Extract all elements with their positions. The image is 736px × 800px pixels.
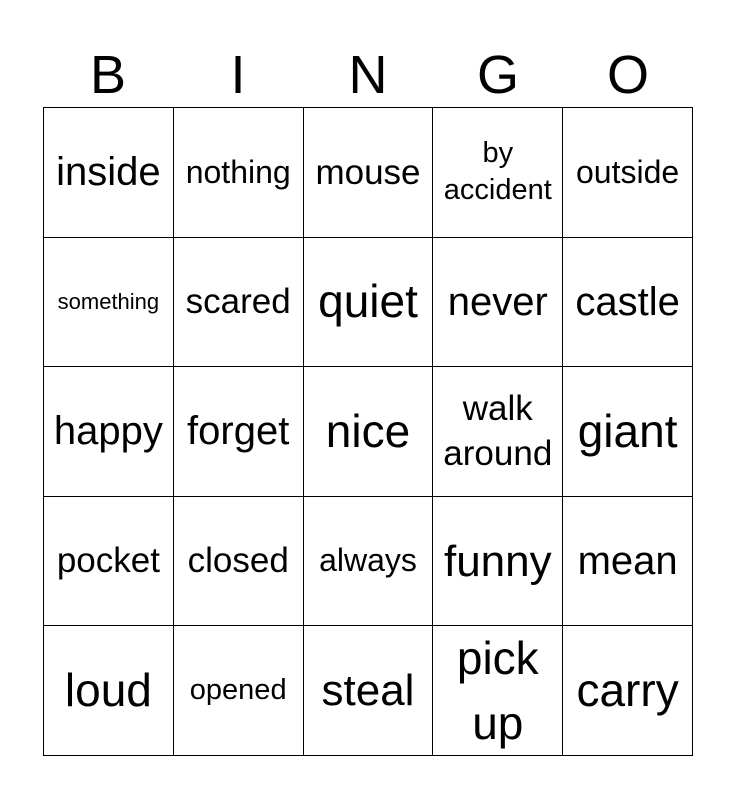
cell-text: quiet bbox=[318, 274, 418, 327]
bingo-cell[interactable] bbox=[563, 367, 693, 497]
bingo-cell[interactable] bbox=[304, 497, 434, 627]
cell-text: steal bbox=[321, 666, 415, 716]
cell-text: always bbox=[319, 542, 417, 579]
bingo-cell[interactable] bbox=[174, 108, 304, 238]
cell-text: closed bbox=[187, 541, 289, 581]
bingo-cell[interactable] bbox=[44, 626, 174, 756]
cell-text: inside bbox=[56, 150, 161, 195]
bingo-cell[interactable] bbox=[44, 238, 174, 368]
bingo-cell[interactable] bbox=[44, 367, 174, 497]
bingo-cell[interactable] bbox=[433, 367, 563, 497]
bingo-cell[interactable] bbox=[44, 497, 174, 627]
cell-text: outside bbox=[576, 153, 680, 190]
cell-text: nothing bbox=[185, 153, 291, 190]
header-letter-n: N bbox=[348, 45, 388, 105]
bingo-cell[interactable] bbox=[433, 497, 563, 627]
cell-text: something bbox=[57, 288, 160, 314]
cell-text: funny bbox=[443, 536, 552, 586]
cell-text: mean bbox=[577, 539, 678, 584]
cell-text: giant bbox=[577, 404, 678, 457]
cell-text: forget bbox=[187, 409, 290, 454]
header-letter-g: G bbox=[476, 45, 519, 105]
bingo-cell[interactable] bbox=[304, 238, 434, 368]
cell-text: never bbox=[447, 279, 548, 324]
header-letter-b: B bbox=[89, 45, 127, 105]
bingo-cell[interactable] bbox=[304, 367, 434, 497]
bingo-cell[interactable] bbox=[563, 108, 693, 238]
cell-text: scared bbox=[185, 282, 291, 322]
cell-text: walk around bbox=[443, 388, 553, 474]
cell-text: nice bbox=[325, 404, 411, 457]
bingo-cell[interactable] bbox=[433, 626, 563, 756]
bingo-cell[interactable] bbox=[304, 108, 434, 238]
bingo-cell[interactable] bbox=[174, 238, 304, 368]
cell-text: carry bbox=[576, 663, 679, 716]
cell-text: opened bbox=[189, 673, 287, 706]
bingo-cell[interactable] bbox=[174, 367, 304, 497]
bingo-cell[interactable] bbox=[174, 497, 304, 627]
bingo-cell[interactable] bbox=[304, 626, 434, 756]
bingo-cell[interactable] bbox=[433, 238, 563, 368]
bingo-cell[interactable] bbox=[44, 108, 174, 238]
header-letter-o: O bbox=[606, 45, 649, 105]
cell-text: mouse bbox=[315, 152, 421, 192]
cell-text: pocket bbox=[56, 541, 160, 581]
bingo-cell[interactable] bbox=[563, 497, 693, 627]
cell-text: castle bbox=[575, 279, 680, 324]
bingo-cell[interactable] bbox=[433, 108, 563, 238]
bingo-cell[interactable] bbox=[174, 626, 304, 756]
bingo-cell[interactable] bbox=[563, 238, 693, 368]
bingo-board bbox=[43, 107, 693, 756]
cell-text: loud bbox=[64, 663, 152, 716]
bingo-cell[interactable] bbox=[563, 626, 693, 756]
cell-text: pick up bbox=[456, 632, 539, 749]
bingo-header bbox=[43, 44, 693, 106]
cell-text: happy bbox=[53, 409, 163, 454]
header-letter-i: I bbox=[230, 45, 246, 105]
cell-text: by accident bbox=[443, 136, 552, 207]
